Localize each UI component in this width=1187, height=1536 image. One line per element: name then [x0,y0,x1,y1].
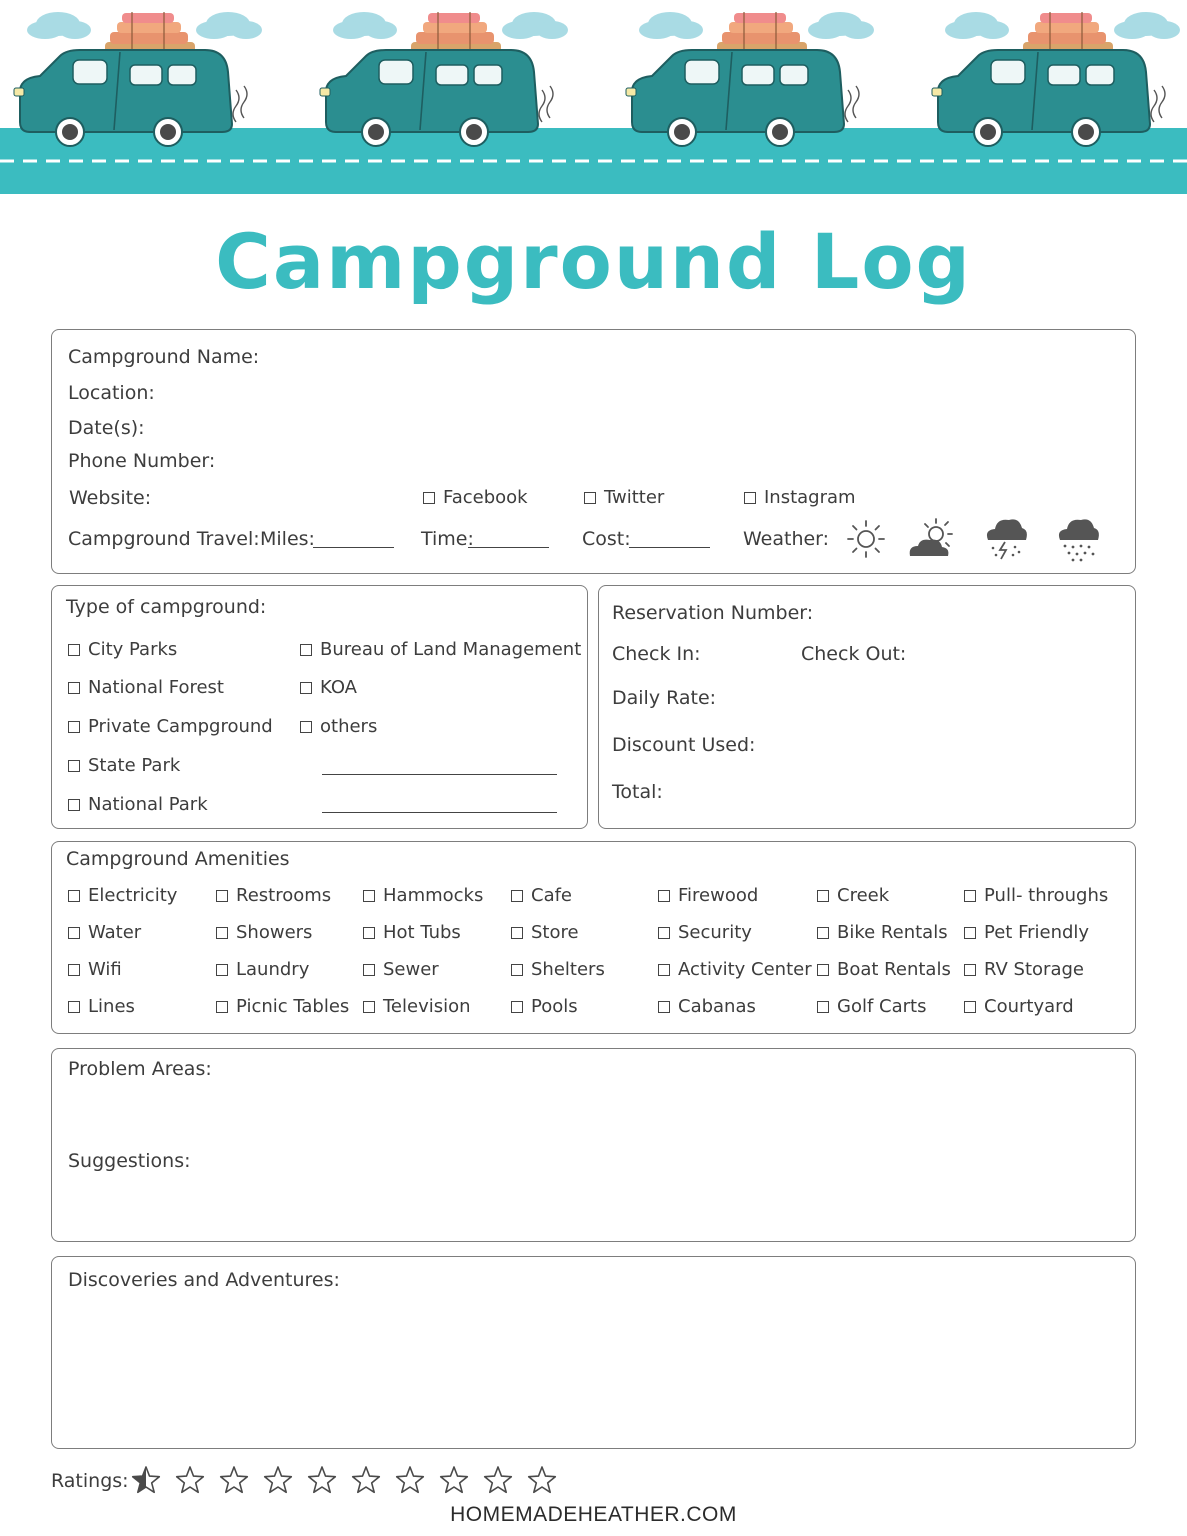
checkbox-square[interactable] [216,1001,228,1013]
discoveries-label: Discoveries and Adventures: [68,1269,340,1291]
amenity-checkbox[interactable] [511,959,605,981]
checkbox-label: Courtyard [984,996,1074,1017]
miles-label: Miles: [260,528,315,550]
others-line-1[interactable] [322,774,557,775]
reservation-number-label: Reservation Number: [612,602,814,624]
checkbox-label: Sewer [383,959,439,980]
campground-name-label: Campground Name: [68,346,260,368]
checkbox-label: Showers [236,922,313,943]
checkbox-square[interactable] [658,927,670,939]
checkbox-label: Hammocks [383,885,484,906]
instagram-checkbox[interactable] [744,487,856,509]
facebook-checkbox[interactable] [423,487,528,509]
car-illustration [626,12,874,146]
checkbox-square[interactable] [68,760,80,772]
checkbox-square[interactable] [964,927,976,939]
type-option-checkbox[interactable] [68,677,224,699]
star-icon[interactable] [353,1467,380,1492]
checkbox-square[interactable] [363,964,375,976]
type-heading: Type of campground: [66,596,267,618]
type-option-checkbox[interactable] [68,755,180,777]
car-illustration [932,12,1180,146]
checkbox-label: Pools [531,996,578,1017]
checkbox-square[interactable] [511,927,523,939]
checkbox-square[interactable] [423,492,435,504]
checkbox-square[interactable] [817,1001,829,1013]
checkbox-square[interactable] [658,1001,670,1013]
star-icon[interactable] [485,1467,512,1492]
amenity-checkbox[interactable] [658,922,752,944]
amenity-checkbox[interactable] [363,959,439,981]
checkbox-label: Bureau of Land Management [320,639,582,660]
checkbox-label: Laundry [236,959,310,980]
sun-icon[interactable] [845,518,887,560]
checkbox-square[interactable] [68,644,80,656]
checkbox-square[interactable] [363,1001,375,1013]
star-icon[interactable] [265,1467,292,1492]
checkbox-label: Hot Tubs [383,922,461,943]
checkbox-label: KOA [320,677,357,698]
amenity-checkbox[interactable] [68,885,177,907]
type-option-checkbox[interactable] [300,639,581,661]
checkbox-square[interactable] [68,799,80,811]
checkbox-label: Pull- throughs [984,885,1109,906]
amenity-checkbox[interactable] [658,959,812,981]
checkbox-label: Firewood [678,885,759,906]
thunderstorm-icon[interactable] [983,514,1029,562]
checkbox-label: Security [678,922,752,943]
weather-label: Weather: [743,528,830,550]
checkbox-square[interactable] [216,964,228,976]
cost-label: Cost: [582,528,631,550]
star-icon[interactable] [221,1467,248,1492]
checkbox-label: Wifi [88,959,122,980]
checkbox-square[interactable] [511,890,523,902]
checkbox-square[interactable] [300,644,312,656]
checkbox-label: Activity Center [678,959,812,980]
amenity-checkbox[interactable] [817,996,926,1018]
checkbox-square[interactable] [363,890,375,902]
website-label: Website: [69,487,152,509]
checkbox-label: Television [383,996,471,1017]
checkbox-square[interactable] [744,492,756,504]
checkbox-label: Cabanas [678,996,756,1017]
star-icon[interactable] [397,1467,424,1492]
amenity-checkbox[interactable] [511,885,572,907]
type-option-checkbox[interactable] [68,794,208,816]
miles-field[interactable] [313,547,394,548]
amenity-checkbox[interactable] [216,996,349,1018]
amenity-checkbox[interactable] [511,996,578,1018]
checkbox-label: Golf Carts [837,996,927,1017]
amenity-checkbox[interactable] [964,996,1074,1018]
type-box [51,585,588,829]
others-line-2[interactable] [322,812,557,813]
checkbox-square[interactable] [363,927,375,939]
discount-label: Discount Used: [612,734,756,756]
time-label: Time: [421,528,474,550]
cost-field[interactable] [629,547,710,548]
footer-website: HOMEMADEHEATHER.COM [450,1503,737,1526]
star-icon[interactable] [309,1467,336,1492]
amenity-checkbox[interactable] [964,922,1089,944]
checkbox-square[interactable] [216,927,228,939]
checkbox-label: Private Campground [88,716,273,737]
ratings-label: Ratings: [51,1470,129,1492]
type-option-checkbox[interactable] [300,716,377,738]
time-field[interactable] [468,547,549,548]
problems-box [51,1048,1136,1242]
amenity-checkbox[interactable] [511,922,579,944]
checkbox-square[interactable] [584,492,596,504]
check-in-label: Check In: [612,643,701,665]
checkbox-square[interactable] [658,890,670,902]
type-option-checkbox[interactable] [68,716,273,738]
checkbox-label: Bike Rentals [837,922,948,943]
checkbox-label: Boat Rentals [837,959,951,980]
amenity-checkbox[interactable] [216,885,331,907]
amenity-checkbox[interactable] [363,885,483,907]
amenity-checkbox[interactable] [817,922,948,944]
car-illustration [320,12,568,146]
amenity-checkbox[interactable] [658,885,758,907]
amenity-checkbox[interactable] [964,885,1108,907]
checkbox-square[interactable] [511,964,523,976]
checkbox-square[interactable] [68,682,80,694]
rain-icon[interactable] [1055,514,1101,562]
checkbox-label: Restrooms [236,885,332,906]
checkbox-label: Store [531,922,579,943]
checkbox-square[interactable] [817,927,829,939]
dates-label: Date(s): [68,417,145,439]
checkbox-square[interactable] [817,964,829,976]
checkbox-square[interactable] [658,964,670,976]
total-label: Total: [612,781,663,803]
twitter-label: Twitter [604,487,665,508]
partly-cloudy-icon[interactable] [906,516,958,560]
checkbox-label: Pet Friendly [984,922,1090,943]
checkbox-square[interactable] [817,890,829,902]
amenity-checkbox[interactable] [363,922,461,944]
checkbox-label: Lines [88,996,135,1017]
amenity-checkbox[interactable] [68,959,122,981]
checkbox-label: Electricity [88,885,178,906]
checkbox-label: RV Storage [984,959,1084,980]
checkbox-square[interactable] [68,964,80,976]
checkbox-square[interactable] [216,890,228,902]
checkbox-square[interactable] [964,1001,976,1013]
checkbox-label: Water [88,922,142,943]
amenity-checkbox[interactable] [216,959,309,981]
checkbox-label: State Park [88,755,181,776]
checkbox-square[interactable] [68,890,80,902]
type-option-checkbox[interactable] [68,639,177,661]
header-banner [0,0,1187,200]
checkbox-square[interactable] [68,721,80,733]
amenity-checkbox[interactable] [817,959,951,981]
checkbox-square[interactable] [68,927,80,939]
checkbox-label: Picnic Tables [236,996,350,1017]
checkbox-label: Shelters [531,959,605,980]
checkbox-square[interactable] [300,721,312,733]
check-out-label: Check Out: [801,643,907,665]
page-title: Campground Log [215,217,972,306]
amenities-heading: Campground Amenities [66,848,290,870]
car-illustration [14,12,262,146]
star-icon[interactable] [177,1467,204,1492]
star-icon[interactable] [529,1467,556,1492]
checkbox-label: Creek [837,885,890,906]
checkbox-label: National Forest [88,677,224,698]
checkbox-square[interactable] [511,1001,523,1013]
suggestions-label: Suggestions: [68,1150,191,1172]
amenity-checkbox[interactable] [68,996,135,1018]
daily-rate-label: Daily Rate: [612,687,717,709]
twitter-checkbox[interactable] [584,487,664,509]
checkbox-label: others [320,716,378,737]
amenity-checkbox[interactable] [817,885,889,907]
checkbox-square[interactable] [68,1001,80,1013]
type-option-checkbox[interactable] [300,677,357,699]
checkbox-label: National Park [88,794,208,815]
amenity-checkbox[interactable] [964,959,1084,981]
travel-label: Campground Travel: [68,528,260,550]
problem-areas-label: Problem Areas: [68,1058,212,1080]
facebook-label: Facebook [443,487,528,508]
star-icon[interactable] [441,1467,468,1492]
instagram-label: Instagram [764,487,856,508]
amenity-checkbox[interactable] [658,996,756,1018]
rating-stars[interactable] [126,1462,566,1498]
phone-label: Phone Number: [68,450,216,472]
amenity-checkbox[interactable] [68,922,141,944]
checkbox-label: Cafe [531,885,573,906]
amenity-checkbox[interactable] [363,996,471,1018]
checkbox-square[interactable] [300,682,312,694]
checkbox-label: City Parks [88,639,178,660]
checkbox-square[interactable] [964,964,976,976]
checkbox-square[interactable] [964,890,976,902]
amenity-checkbox[interactable] [216,922,312,944]
location-label: Location: [68,382,155,404]
